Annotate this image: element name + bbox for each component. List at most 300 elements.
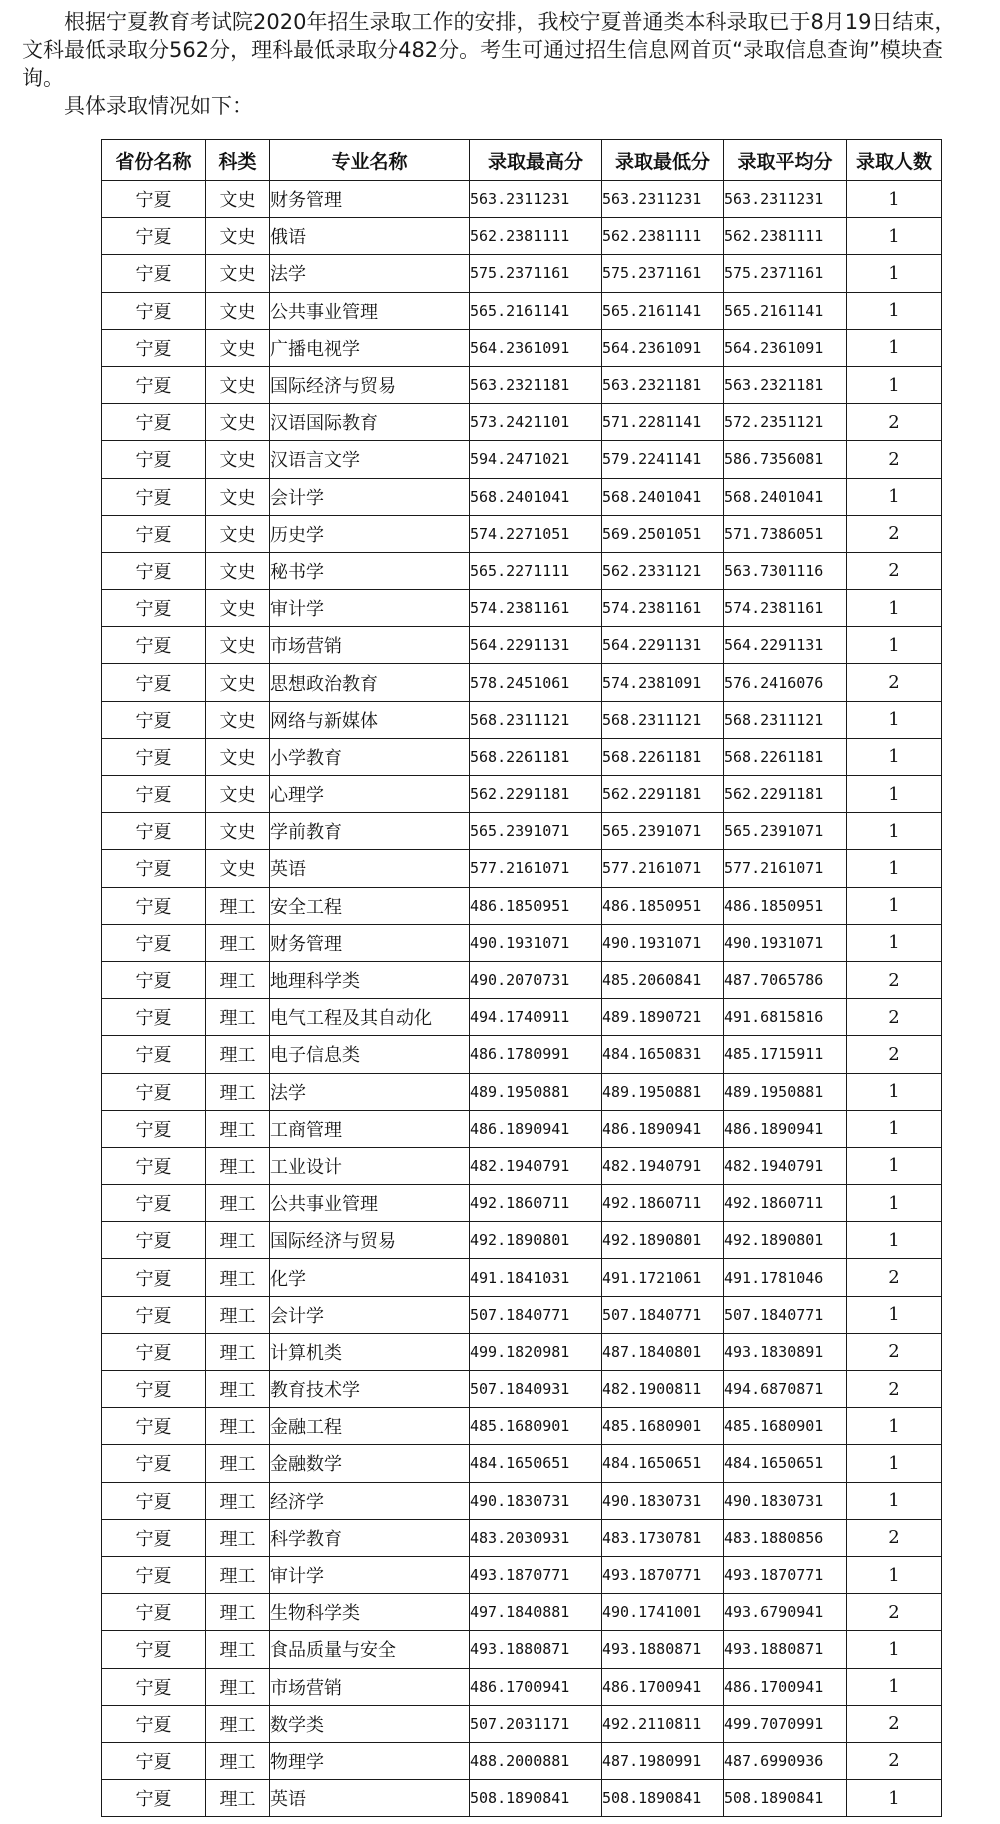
cell-max-score: 578.2451061 [470,664,602,701]
cell-major: 心理学 [270,776,470,813]
cell-min-score: 563.2321181 [602,366,724,403]
cell-avg-score: 493.1830891 [724,1333,847,1370]
cell-province: 宁夏 [102,255,206,292]
cell-province: 宁夏 [102,1333,206,1370]
cell-min-score: 571.2281141 [602,404,724,441]
cell-category: 文史 [206,850,270,887]
cell-major: 思想政治教育 [270,664,470,701]
cell-max-score: 573.2421101 [470,404,602,441]
cell-max-score: 493.1880871 [470,1631,602,1668]
cell-avg-score: 576.2416076 [724,664,847,701]
cell-count: 1 [847,813,942,850]
table-row [102,181,942,218]
cell-avg-score: 493.1880871 [724,1631,847,1668]
cell-min-score: 493.1870771 [602,1556,724,1593]
table-row [102,961,942,998]
table-row [102,1519,942,1556]
cell-avg-score: 577.2161071 [724,850,847,887]
cell-max-score: 568.2311121 [470,701,602,738]
table-header-row [102,140,942,181]
table-row [102,999,942,1036]
cell-category: 理工 [206,1631,270,1668]
cell-province: 宁夏 [102,664,206,701]
cell-count: 2 [847,404,942,441]
cell-count: 1 [847,181,942,218]
header-min-score: 录取最低分 [602,140,724,181]
cell-min-score: 577.2161071 [602,850,724,887]
table-row [102,1222,942,1259]
header-category: 科类 [206,140,270,181]
cell-category: 文史 [206,515,270,552]
cell-avg-score: 487.6990936 [724,1742,847,1779]
cell-min-score: 507.1840771 [602,1296,724,1333]
cell-max-score: 489.1950881 [470,1073,602,1110]
cell-major: 秘书学 [270,552,470,589]
cell-min-score: 485.1680901 [602,1408,724,1445]
cell-province: 宁夏 [102,552,206,589]
cell-category: 理工 [206,1668,270,1705]
table-row [102,1742,942,1779]
cell-max-score: 494.1740911 [470,999,602,1036]
cell-category: 理工 [206,1445,270,1482]
cell-min-score: 492.1860711 [602,1185,724,1222]
cell-max-score: 565.2271111 [470,552,602,589]
cell-count: 1 [847,924,942,961]
cell-major: 公共事业管理 [270,1185,470,1222]
cell-max-score: 574.2271051 [470,515,602,552]
cell-major: 金融数学 [270,1445,470,1482]
cell-avg-score: 563.7301116 [724,552,847,589]
cell-max-score: 490.1931071 [470,924,602,961]
cell-count: 1 [847,627,942,664]
cell-avg-score: 562.2291181 [724,776,847,813]
cell-max-score: 568.2401041 [470,478,602,515]
cell-category: 理工 [206,1780,270,1817]
cell-min-score: 487.1840801 [602,1333,724,1370]
cell-province: 宁夏 [102,701,206,738]
cell-category: 理工 [206,1333,270,1370]
cell-category: 文史 [206,366,270,403]
cell-province: 宁夏 [102,1073,206,1110]
cell-major: 审计学 [270,1556,470,1593]
cell-category: 文史 [206,813,270,850]
cell-count: 1 [847,1780,942,1817]
cell-max-score: 499.1820981 [470,1333,602,1370]
cell-major: 工业设计 [270,1147,470,1184]
cell-avg-score: 483.1880856 [724,1519,847,1556]
cell-province: 宁夏 [102,1147,206,1184]
table-row [102,627,942,664]
cell-category: 理工 [206,1147,270,1184]
cell-major: 电气工程及其自动化 [270,999,470,1036]
header-max-score: 录取最高分 [470,140,602,181]
cell-province: 宁夏 [102,1110,206,1147]
cell-count: 2 [847,1259,942,1296]
cell-min-score: 486.1700941 [602,1668,724,1705]
header-count: 录取人数 [847,140,942,181]
table-body [102,181,942,1817]
cell-category: 理工 [206,1185,270,1222]
table-row [102,478,942,515]
cell-count: 2 [847,1705,942,1742]
cell-max-score: 565.2391071 [470,813,602,850]
cell-major: 财务管理 [270,924,470,961]
table-row [102,515,942,552]
cell-major: 汉语国际教育 [270,404,470,441]
cell-major: 历史学 [270,515,470,552]
cell-category: 文史 [206,738,270,775]
cell-avg-score: 574.2381161 [724,590,847,627]
table-row [102,1482,942,1519]
cell-count: 1 [847,1185,942,1222]
cell-avg-score: 508.1890841 [724,1780,847,1817]
cell-min-score: 486.1890941 [602,1110,724,1147]
cell-count: 1 [847,1668,942,1705]
cell-count: 1 [847,1482,942,1519]
cell-max-score: 574.2381161 [470,590,602,627]
table-row [102,218,942,255]
cell-major: 法学 [270,255,470,292]
cell-count: 1 [847,255,942,292]
cell-count: 2 [847,515,942,552]
cell-avg-score: 491.1781046 [724,1259,847,1296]
cell-category: 理工 [206,1594,270,1631]
cell-major: 数学类 [270,1705,470,1742]
cell-major: 公共事业管理 [270,292,470,329]
cell-max-score: 491.1841031 [470,1259,602,1296]
cell-category: 理工 [206,1519,270,1556]
cell-major: 英语 [270,850,470,887]
cell-major: 电子信息类 [270,1036,470,1073]
cell-max-score: 562.2291181 [470,776,602,813]
cell-count: 1 [847,1445,942,1482]
cell-major: 化学 [270,1259,470,1296]
cell-count: 1 [847,887,942,924]
cell-max-score: 564.2291131 [470,627,602,664]
cell-category: 文史 [206,329,270,366]
cell-province: 宁夏 [102,999,206,1036]
cell-province: 宁夏 [102,181,206,218]
cell-province: 宁夏 [102,366,206,403]
cell-min-score: 493.1880871 [602,1631,724,1668]
cell-category: 理工 [206,1742,270,1779]
cell-province: 宁夏 [102,1222,206,1259]
table-row [102,292,942,329]
cell-count: 2 [847,664,942,701]
cell-max-score: 575.2371161 [470,255,602,292]
cell-count: 1 [847,1073,942,1110]
cell-max-score: 563.2321181 [470,366,602,403]
table-row [102,1147,942,1184]
table-row [102,1668,942,1705]
cell-major: 英语 [270,1780,470,1817]
cell-min-score: 489.1890721 [602,999,724,1036]
table-row [102,590,942,627]
cell-province: 宁夏 [102,850,206,887]
table-row [102,1445,942,1482]
cell-avg-score: 492.1860711 [724,1185,847,1222]
cell-count: 1 [847,1556,942,1593]
table-row [102,366,942,403]
cell-avg-score: 492.1890801 [724,1222,847,1259]
cell-major: 生物科学类 [270,1594,470,1631]
table-row [102,1408,942,1445]
cell-category: 文史 [206,590,270,627]
cell-avg-score: 484.1650651 [724,1445,847,1482]
cell-min-score: 563.2311231 [602,181,724,218]
table-row [102,1780,942,1817]
cell-province: 宁夏 [102,1296,206,1333]
cell-count: 1 [847,292,942,329]
cell-province: 宁夏 [102,776,206,813]
cell-province: 宁夏 [102,924,206,961]
cell-count: 1 [847,366,942,403]
cell-province: 宁夏 [102,627,206,664]
cell-max-score: 486.1780991 [470,1036,602,1073]
cell-province: 宁夏 [102,1408,206,1445]
cell-count: 1 [847,329,942,366]
table-row [102,664,942,701]
cell-avg-score: 507.1840771 [724,1296,847,1333]
cell-major: 食品质量与安全 [270,1631,470,1668]
cell-province: 宁夏 [102,738,206,775]
cell-category: 理工 [206,887,270,924]
cell-avg-score: 486.1700941 [724,1668,847,1705]
cell-count: 2 [847,441,942,478]
table-row [102,255,942,292]
cell-count: 1 [847,1222,942,1259]
cell-major: 金融工程 [270,1408,470,1445]
cell-avg-score: 486.1850951 [724,887,847,924]
cell-min-score: 574.2381161 [602,590,724,627]
cell-province: 宁夏 [102,329,206,366]
cell-major: 会计学 [270,1296,470,1333]
cell-max-score: 482.1940791 [470,1147,602,1184]
cell-count: 1 [847,1110,942,1147]
cell-province: 宁夏 [102,961,206,998]
cell-max-score: 577.2161071 [470,850,602,887]
table-row [102,1110,942,1147]
cell-max-score: 493.1870771 [470,1556,602,1593]
table-row [102,850,942,887]
table-row [102,813,942,850]
cell-avg-score: 489.1950881 [724,1073,847,1110]
cell-province: 宁夏 [102,441,206,478]
cell-min-score: 492.2110811 [602,1705,724,1742]
cell-min-score: 565.2391071 [602,813,724,850]
cell-max-score: 492.1890801 [470,1222,602,1259]
cell-category: 理工 [206,1296,270,1333]
cell-major: 安全工程 [270,887,470,924]
cell-avg-score: 490.1830731 [724,1482,847,1519]
cell-avg-score: 563.2311231 [724,181,847,218]
cell-min-score: 575.2371161 [602,255,724,292]
cell-count: 1 [847,1296,942,1333]
cell-count: 2 [847,999,942,1036]
cell-category: 理工 [206,1222,270,1259]
cell-count: 2 [847,1594,942,1631]
cell-category: 文史 [206,255,270,292]
cell-category: 文史 [206,664,270,701]
cell-major: 财务管理 [270,181,470,218]
table-row [102,329,942,366]
cell-major: 审计学 [270,590,470,627]
cell-major: 法学 [270,1073,470,1110]
cell-max-score: 507.1840931 [470,1371,602,1408]
cell-category: 理工 [206,999,270,1036]
cell-major: 国际经济与贸易 [270,1222,470,1259]
cell-major: 俄语 [270,218,470,255]
table-row [102,1371,942,1408]
cell-avg-score: 486.1890941 [724,1110,847,1147]
cell-max-score: 568.2261181 [470,738,602,775]
cell-max-score: 507.1840771 [470,1296,602,1333]
cell-major: 网络与新媒体 [270,701,470,738]
cell-min-score: 487.1980991 [602,1742,724,1779]
cell-category: 文史 [206,776,270,813]
cell-province: 宁夏 [102,1482,206,1519]
cell-min-score: 574.2381091 [602,664,724,701]
cell-min-score: 490.1741001 [602,1594,724,1631]
cell-count: 1 [847,1147,942,1184]
cell-avg-score: 564.2361091 [724,329,847,366]
cell-min-score: 484.1650651 [602,1445,724,1482]
cell-min-score: 485.2060841 [602,961,724,998]
cell-count: 2 [847,552,942,589]
cell-max-score: 564.2361091 [470,329,602,366]
cell-province: 宁夏 [102,1705,206,1742]
cell-avg-score: 490.1931071 [724,924,847,961]
cell-province: 宁夏 [102,1371,206,1408]
cell-avg-score: 564.2291131 [724,627,847,664]
table-row [102,1631,942,1668]
cell-avg-score: 568.2401041 [724,478,847,515]
cell-category: 理工 [206,1110,270,1147]
cell-province: 宁夏 [102,1631,206,1668]
table-row [102,1556,942,1593]
cell-min-score: 486.1850951 [602,887,724,924]
cell-count: 1 [847,776,942,813]
cell-count: 1 [847,850,942,887]
table-row [102,776,942,813]
cell-major: 科学教育 [270,1519,470,1556]
cell-major: 汉语言文学 [270,441,470,478]
cell-major: 学前教育 [270,813,470,850]
cell-count: 1 [847,738,942,775]
cell-count: 2 [847,961,942,998]
table-row [102,404,942,441]
cell-major: 会计学 [270,478,470,515]
cell-province: 宁夏 [102,590,206,627]
header-avg-score: 录取平均分 [724,140,847,181]
table-row [102,552,942,589]
cell-avg-score: 568.2261181 [724,738,847,775]
cell-category: 理工 [206,1408,270,1445]
cell-max-score: 562.2381111 [470,218,602,255]
cell-avg-score: 571.7386051 [724,515,847,552]
cell-province: 宁夏 [102,478,206,515]
cell-count: 2 [847,1371,942,1408]
table-row [102,1073,942,1110]
cell-province: 宁夏 [102,1445,206,1482]
table-row [102,1259,942,1296]
cell-min-score: 568.2401041 [602,478,724,515]
cell-max-score: 492.1860711 [470,1185,602,1222]
table-row [102,1185,942,1222]
cell-avg-score: 499.7070991 [724,1705,847,1742]
cell-avg-score: 485.1715911 [724,1036,847,1073]
cell-avg-score: 562.2381111 [724,218,847,255]
cell-avg-score: 565.2161141 [724,292,847,329]
cell-category: 理工 [206,924,270,961]
cell-min-score: 490.1830731 [602,1482,724,1519]
cell-min-score: 508.1890841 [602,1780,724,1817]
cell-major: 经济学 [270,1482,470,1519]
table-row [102,1296,942,1333]
cell-count: 2 [847,1742,942,1779]
cell-category: 理工 [206,961,270,998]
cell-avg-score: 493.1870771 [724,1556,847,1593]
cell-category: 理工 [206,1371,270,1408]
intro-text [22,8,972,120]
cell-min-score: 482.1940791 [602,1147,724,1184]
cell-major: 市场营销 [270,627,470,664]
cell-major: 物理学 [270,1742,470,1779]
cell-max-score: 594.2471021 [470,441,602,478]
cell-count: 1 [847,590,942,627]
cell-province: 宁夏 [102,404,206,441]
cell-province: 宁夏 [102,218,206,255]
cell-category: 理工 [206,1073,270,1110]
cell-category: 文史 [206,441,270,478]
table-row [102,738,942,775]
cell-category: 文史 [206,701,270,738]
table-row [102,441,942,478]
cell-major: 计算机类 [270,1333,470,1370]
cell-min-score: 565.2161141 [602,292,724,329]
cell-max-score: 490.1830731 [470,1482,602,1519]
cell-count: 1 [847,478,942,515]
cell-min-score: 562.2331121 [602,552,724,589]
admission-table [101,139,942,1817]
cell-min-score: 568.2261181 [602,738,724,775]
cell-province: 宁夏 [102,1036,206,1073]
cell-avg-score: 494.6870871 [724,1371,847,1408]
cell-avg-score: 485.1680901 [724,1408,847,1445]
cell-avg-score: 586.7356081 [724,441,847,478]
cell-max-score: 485.1680901 [470,1408,602,1445]
cell-category: 理工 [206,1482,270,1519]
cell-min-score: 568.2311121 [602,701,724,738]
cell-category: 理工 [206,1705,270,1742]
cell-province: 宁夏 [102,1668,206,1705]
cell-count: 1 [847,701,942,738]
cell-avg-score: 493.6790941 [724,1594,847,1631]
header-province: 省份名称 [102,140,206,181]
cell-min-score: 564.2291131 [602,627,724,664]
cell-category: 文史 [206,478,270,515]
cell-category: 理工 [206,1259,270,1296]
cell-max-score: 484.1650651 [470,1445,602,1482]
cell-province: 宁夏 [102,813,206,850]
cell-avg-score: 568.2311121 [724,701,847,738]
cell-province: 宁夏 [102,1780,206,1817]
cell-min-score: 579.2241141 [602,441,724,478]
table-row [102,1594,942,1631]
cell-avg-score: 491.6815816 [724,999,847,1036]
cell-min-score: 489.1950881 [602,1073,724,1110]
cell-major: 国际经济与贸易 [270,366,470,403]
